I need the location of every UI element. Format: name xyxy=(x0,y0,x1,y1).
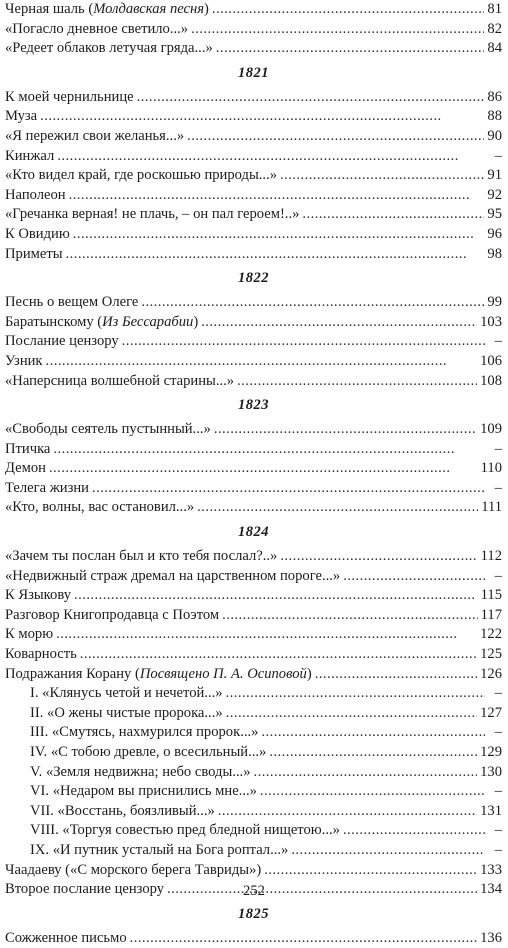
toc-entry xyxy=(5,225,502,245)
entry-page: 126 xyxy=(480,665,502,682)
toc-entry xyxy=(5,929,502,948)
toc-entry xyxy=(5,645,502,665)
entry-page: 106 xyxy=(480,352,502,369)
entry-title: «Гречанка верная! не плачь, – он пал героем!..» xyxy=(5,206,300,223)
toc-entry xyxy=(5,606,502,626)
entry-title: К моей чернильнице xyxy=(5,88,134,105)
leader-dots xyxy=(269,743,477,763)
toc-entry xyxy=(5,186,502,206)
toc-entry xyxy=(5,372,502,392)
toc-entry xyxy=(5,498,502,518)
leader-dots xyxy=(226,704,477,724)
entry-title: «Свободы сеятель пустынный...» xyxy=(5,421,211,438)
toc-entry xyxy=(5,332,502,352)
entry-title: Подражания Корану (Посвящено П. А. Осиповой) xyxy=(5,665,312,682)
table-of-contents xyxy=(5,0,502,948)
entry-page: 129 xyxy=(480,744,502,760)
toc-subentry xyxy=(5,723,502,743)
section-year: 1824 xyxy=(238,524,269,541)
leader-dots xyxy=(216,39,485,59)
leader-dots xyxy=(343,821,485,841)
leader-dots xyxy=(214,420,477,440)
leader-dots xyxy=(264,861,477,881)
leader-dots xyxy=(343,567,485,587)
entry-page: 115 xyxy=(480,587,502,604)
toc-subentry xyxy=(5,763,502,783)
toc-entry xyxy=(5,313,502,333)
toc-subentry xyxy=(5,684,502,704)
entry-title: «Кто, волны, вас остановил...» xyxy=(5,499,195,516)
entry-page: 103 xyxy=(480,313,502,330)
toc-subentry xyxy=(5,782,502,802)
entry-page: – xyxy=(494,783,502,800)
toc-entry xyxy=(5,245,502,265)
leader-dots xyxy=(302,205,484,225)
entry-page: 130 xyxy=(480,763,502,780)
entry-title: Муза xyxy=(5,108,38,125)
entry-page: – xyxy=(494,567,502,584)
entry-title: «Редеет облаков летучая гряда...» xyxy=(5,40,213,57)
entry-title: Узник xyxy=(5,352,43,369)
toc-entry xyxy=(5,479,502,499)
entry-page: 122 xyxy=(480,626,502,643)
leader-dots xyxy=(280,547,477,567)
toc-entry xyxy=(5,440,502,460)
entry-title: «Наперсница волшебной старины...» xyxy=(5,372,235,389)
toc-entry xyxy=(5,20,502,40)
entry-title: Телега жизни xyxy=(5,479,89,496)
toc-subentry xyxy=(5,802,502,822)
entry-page: 117 xyxy=(480,606,502,623)
leader-dots xyxy=(46,352,478,372)
entry-page: 91 xyxy=(487,167,502,184)
toc-entry xyxy=(5,547,502,567)
entry-page: 95 xyxy=(487,206,502,223)
entry-title: VI. «Недаром вы приснились мне...» xyxy=(30,783,257,800)
leader-dots xyxy=(187,127,484,147)
entry-page: – xyxy=(494,479,502,496)
leader-dots xyxy=(137,88,485,108)
entry-page: 108 xyxy=(480,372,502,389)
entry-title: «Погасло дневное светило...» xyxy=(5,20,189,37)
toc-entry xyxy=(5,625,502,645)
entry-title: «Зачем ты послан был и кто тебя послал?..» xyxy=(5,548,278,565)
entry-page: – xyxy=(494,440,502,457)
entry-title: VII. «Восстань, боязливый...» xyxy=(30,802,215,819)
entry-title: Кинжал xyxy=(5,147,55,164)
leader-dots xyxy=(69,186,485,206)
leader-dots xyxy=(80,645,477,665)
toc-entry xyxy=(5,107,502,127)
entry-title: I. «Клянусь четой и нечетой...» xyxy=(30,685,223,702)
toc-entry xyxy=(5,39,502,59)
leader-dots xyxy=(212,0,485,20)
leader-dots xyxy=(66,245,485,265)
leader-dots xyxy=(261,723,485,743)
toc-entry xyxy=(5,0,502,20)
entry-title: «Я пережил свои желанья...» xyxy=(5,127,185,144)
leader-dots xyxy=(141,293,484,313)
entry-title: К морю xyxy=(5,626,54,643)
section-year: 1823 xyxy=(238,397,269,414)
entry-page: 99 xyxy=(487,294,502,311)
entry-page: – xyxy=(494,822,502,839)
leader-dots xyxy=(218,802,477,822)
entry-page: 134 xyxy=(480,881,502,898)
entry-title-italic: Молдавская песня xyxy=(93,1,205,17)
toc-entry xyxy=(5,586,502,606)
entry-page: – xyxy=(494,333,502,350)
toc-entry xyxy=(5,665,502,685)
entry-title: VIII. «Торгуя совестью пред бледной нищетою...» xyxy=(30,822,340,839)
entry-title: «Недвижный страж дремал на царственном пороге...» xyxy=(5,567,341,584)
entry-page: – xyxy=(494,724,502,741)
leader-dots xyxy=(53,440,485,460)
entry-title: Послание цензору xyxy=(5,333,119,350)
leader-dots xyxy=(73,225,485,245)
section-year: 1821 xyxy=(238,64,269,81)
leader-dots xyxy=(191,20,484,40)
entry-title: IX. «И путник усталый на Бога роптал...» xyxy=(30,841,289,858)
entry-page: 133 xyxy=(480,861,502,878)
entry-title: Песнь о вещем Олеге xyxy=(5,294,139,311)
entry-page: 82 xyxy=(487,20,502,37)
toc-entry xyxy=(5,293,502,313)
entry-page: – xyxy=(494,147,502,164)
entry-page: 90 xyxy=(487,127,502,144)
toc-entry xyxy=(5,127,502,147)
leader-dots xyxy=(237,372,477,392)
toc-entry xyxy=(5,861,502,881)
entry-title: III. «Смутясь, нахмурился пророк...» xyxy=(30,724,259,741)
entry-page: – xyxy=(494,685,502,702)
section-year: 1825 xyxy=(238,905,269,922)
leader-dots xyxy=(122,332,485,352)
entry-title: Чаадаеву («С морского берега Тавриды») xyxy=(5,861,262,878)
entry-page: 92 xyxy=(487,186,502,203)
entry-title: К Языкову xyxy=(5,587,72,604)
toc-subentry xyxy=(5,821,502,841)
toc-subentry xyxy=(5,704,502,724)
entry-title: Черная шаль (Молдавская песня) xyxy=(5,1,209,17)
entry-title: Наполеон xyxy=(5,186,66,203)
entry-page: 110 xyxy=(480,460,502,477)
entry-page: 131 xyxy=(480,802,502,819)
entry-title: Сожженное письмо xyxy=(5,929,127,946)
toc-entry xyxy=(5,352,502,372)
leader-dots xyxy=(315,665,477,685)
leader-dots xyxy=(57,147,485,167)
toc-entry xyxy=(5,205,502,225)
entry-page: 125 xyxy=(480,646,502,663)
toc-entry xyxy=(5,567,502,587)
leader-dots xyxy=(254,763,478,783)
entry-page: 111 xyxy=(481,499,502,516)
entry-page: 86 xyxy=(487,88,502,105)
entry-title: V. «Земля недвижна; небо своды...» xyxy=(30,763,251,780)
toc-subentry xyxy=(5,743,502,763)
leader-dots xyxy=(197,498,478,518)
leader-dots xyxy=(56,625,477,645)
leader-dots xyxy=(260,782,485,802)
entry-title: К Овидию xyxy=(5,225,70,242)
leader-dots xyxy=(49,459,478,479)
entry-title: II. «О жены чистые пророка...» xyxy=(30,704,223,721)
page-number: 252 xyxy=(243,883,265,899)
entry-title: «Кто видел край, где роскошью природы...» xyxy=(5,167,278,184)
leader-dots xyxy=(291,841,485,861)
entry-page: 88 xyxy=(487,108,502,125)
entry-title: Птичка xyxy=(5,440,51,457)
section-year: 1822 xyxy=(238,270,269,287)
toc-entry xyxy=(5,459,502,479)
entry-page: 109 xyxy=(480,421,502,438)
entry-title: Демон xyxy=(5,460,46,477)
entry-title-italic: Из Бессарабии xyxy=(102,313,194,330)
entry-page: 84 xyxy=(487,40,502,57)
leader-dots xyxy=(40,107,484,127)
entry-title-italic: Посвящено П. А. Осиповой xyxy=(139,665,307,682)
entry-title: Второе послание цензору xyxy=(5,881,165,898)
toc-entry xyxy=(5,420,502,440)
entry-title: Разговор Книгопродавца с Поэтом xyxy=(5,606,220,623)
toc-subentry xyxy=(5,841,502,861)
leader-dots xyxy=(130,929,477,948)
toc-entry xyxy=(5,147,502,167)
leader-dots xyxy=(280,166,484,186)
toc-entry xyxy=(5,166,502,186)
entry-title: Приметы xyxy=(5,245,63,262)
entry-page: 127 xyxy=(480,704,502,721)
leader-dots xyxy=(226,684,485,704)
leader-dots xyxy=(74,586,478,606)
leader-dots xyxy=(222,606,478,626)
entry-page: 98 xyxy=(487,245,502,262)
leader-dots xyxy=(201,313,477,333)
entry-page: 81 xyxy=(487,1,502,17)
entry-page: – xyxy=(494,841,502,858)
entry-page: 96 xyxy=(487,225,502,242)
leader-dots xyxy=(92,479,485,499)
entry-page: 136 xyxy=(480,929,502,946)
entry-title: Баратынскому (Из Бессарабии) xyxy=(5,313,199,330)
entry-page: 112 xyxy=(480,548,502,565)
toc-entry xyxy=(5,88,502,108)
entry-title: IV. «С тобою древле, о всесильный...» xyxy=(30,744,267,760)
entry-title: Коварность xyxy=(5,646,77,663)
